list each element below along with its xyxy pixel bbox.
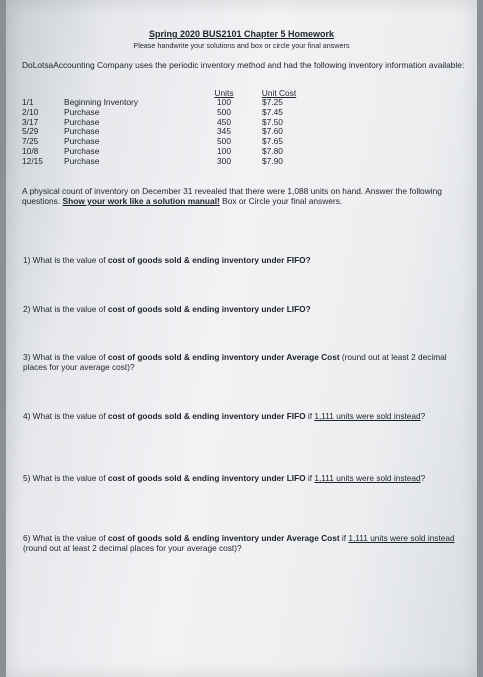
row-description: Purchase: [64, 136, 100, 147]
question-emphasis: cost of goods sold & ending inventory under Average Cost: [107, 352, 340, 362]
row-unit-cost: $7.90: [262, 155, 283, 166]
homework-page: [6, 0, 477, 677]
table-row: [22, 117, 442, 127]
table-row: [22, 126, 442, 136]
units-column-header: Units: [214, 88, 234, 98]
table-row: [22, 146, 442, 156]
row-units: 500: [217, 136, 231, 147]
row-units: 300: [217, 155, 231, 166]
row-units: 100: [217, 145, 231, 156]
question-4: [23, 411, 471, 421]
question-text-end: ?: [420, 411, 426, 421]
table-row: [22, 156, 442, 166]
inventory-table-header: [22, 88, 442, 97]
question-emphasis: cost of goods sold & ending inventory under Average Cost: [107, 533, 340, 543]
question-text: 5) What is the value of: [23, 473, 108, 483]
row-units: 100: [217, 97, 231, 107]
question-1: [23, 255, 471, 265]
question-text-mid: if: [339, 533, 349, 543]
row-description: Purchase: [64, 155, 100, 166]
page-subtitle: Please handwrite your solutions and box or circle your final answers: [133, 41, 350, 50]
row-units: 345: [217, 126, 231, 137]
question-text-end: ?: [420, 473, 426, 483]
question-text: 2) What is the value of: [23, 304, 108, 314]
row-unit-cost: $7.65: [262, 136, 283, 147]
row-date: 5/29: [22, 126, 39, 137]
question-text-end: (round out at least 2 decimal places for your average cost)?: [23, 543, 242, 553]
row-units: 450: [217, 116, 231, 127]
row-date: 3/17: [22, 116, 39, 127]
question-underline: 1,111 units were sold instead: [314, 411, 421, 421]
row-description: Purchase: [64, 106, 100, 117]
table-row: [22, 107, 442, 117]
row-unit-cost: $7.60: [262, 126, 283, 137]
row-date: 1/1: [22, 97, 34, 107]
row-date: 10/8: [22, 145, 39, 156]
question-underline: 1,111 units were sold instead: [348, 533, 455, 543]
question-text-mid: if: [305, 411, 315, 421]
inventory-table: [22, 88, 442, 166]
row-unit-cost: $7.50: [262, 116, 283, 127]
question-5: [23, 473, 471, 483]
question-emphasis: cost of goods sold & ending inventory under FIFO: [107, 411, 306, 421]
unit-cost-column-header: Unit Cost: [261, 88, 297, 98]
question-2: [23, 304, 471, 314]
question-text: 1) What is the value of: [23, 255, 108, 265]
question-text: 3) What is the value of: [23, 352, 108, 362]
question-emphasis: cost of goods sold & ending inventory under LIFO: [107, 473, 306, 483]
row-unit-cost: $7.45: [262, 106, 283, 117]
question-emphasis: cost of goods sold & ending inventory under FIFO?: [107, 255, 311, 265]
page-title: Spring 2020 BUS2101 Chapter 5 Homework: [148, 29, 335, 39]
instructions-text-end: Box or Circle your final answers.: [219, 196, 343, 206]
question-text: 4) What is the value of: [23, 411, 108, 421]
row-description: Purchase: [64, 126, 100, 137]
question-text-end: (round out at least 2 decimal places for your average cost)?: [23, 352, 447, 372]
row-description: Purchase: [64, 116, 100, 127]
row-date: 12/15: [22, 155, 43, 166]
question-text: 6) What is the value of: [23, 533, 108, 543]
question-3: [23, 352, 471, 372]
instructions-paragraph: [22, 186, 474, 206]
question-emphasis: cost of goods sold & ending inventory under LIFO?: [107, 304, 311, 314]
instructions-text: A physical count of inventory on December 31 revealed that there were 1,088 units on hand. Answer the following questions.: [22, 186, 442, 206]
table-row: [22, 97, 442, 107]
row-unit-cost: $7.25: [262, 97, 283, 107]
row-date: 2/10: [22, 106, 39, 117]
row-date: 7/25: [22, 136, 39, 147]
row-unit-cost: $7.80: [262, 145, 283, 156]
question-underline: 1,111 units were sold instead: [314, 473, 421, 483]
instructions-emphasis: Show your work like a solution manual!: [62, 196, 220, 206]
row-description: Purchase: [64, 145, 100, 156]
row-description: Beginning Inventory: [64, 97, 139, 107]
question-text-mid: if: [305, 473, 315, 483]
question-6: [23, 533, 471, 553]
intro-paragraph: DoLotsaAccounting Company uses the periodic inventory method and had the following inventory information available:: [22, 60, 465, 70]
row-units: 500: [217, 106, 231, 117]
table-row: [22, 136, 442, 146]
